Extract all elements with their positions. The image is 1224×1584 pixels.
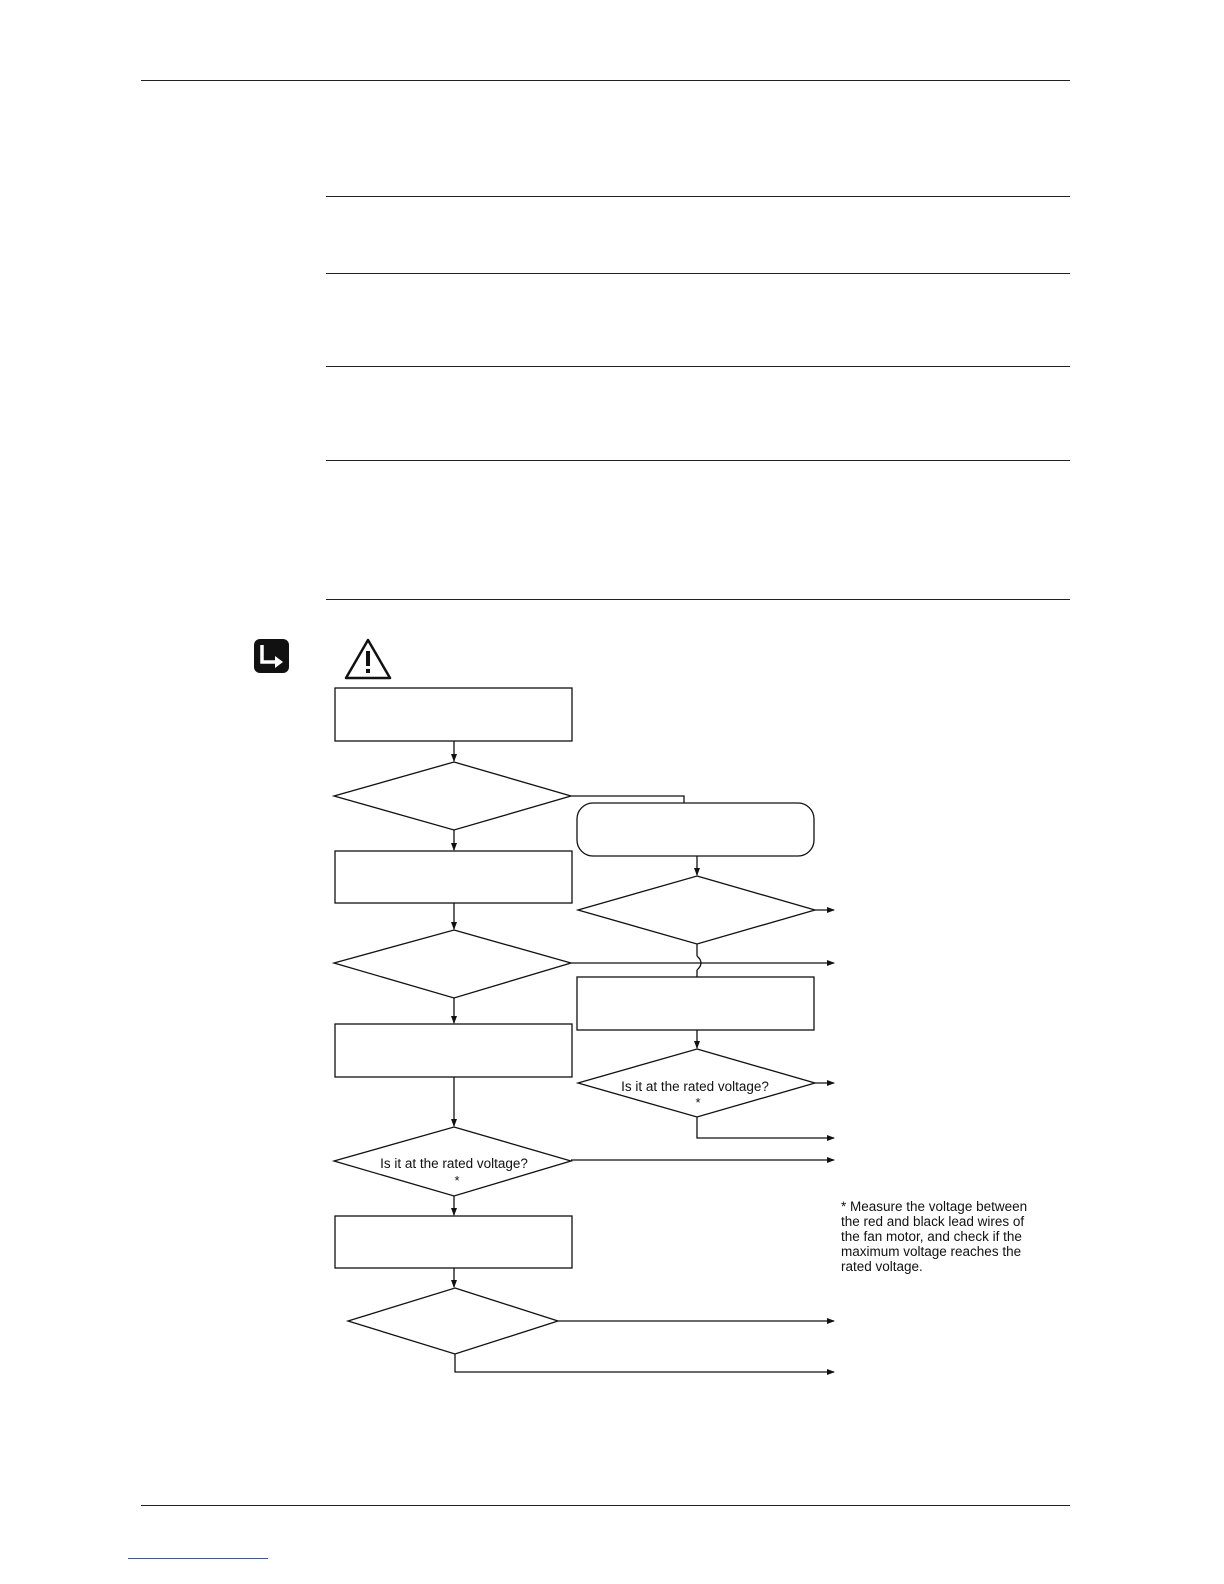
decision-rated-voltage-right-label: Is it at the rated voltage? [621,1079,769,1094]
note-line: maximum voltage reaches the [841,1244,1022,1259]
note-line: the red and black lead wires of [841,1214,1025,1229]
decision-rated-voltage-right-mark: * [695,1095,701,1110]
note-line: * Measure the voltage between [841,1199,1028,1214]
decision-4 [578,876,815,944]
decision-rated-voltage-left-mark: * [454,1173,460,1188]
note-line: rated voltage. [841,1259,923,1274]
voltage-measurement-note [841,1199,1056,1274]
return-arrow-icon [254,639,289,673]
decision-3 [348,1288,558,1354]
decision-rated-voltage-left-label: Is it at the rated voltage? [380,1156,528,1171]
note-line: the fan motor, and check if the [841,1229,1022,1244]
process-box-1 [335,688,572,741]
footer-link-underline [128,1558,268,1559]
terminal-box [577,803,814,856]
process-box-4 [335,1216,572,1268]
process-box-2 [335,851,572,903]
warning-triangle-icon [346,640,390,678]
decision-1 [334,762,571,830]
decision-2 [334,930,571,998]
process-box-3 [335,1024,572,1077]
process-box-5 [577,977,814,1030]
